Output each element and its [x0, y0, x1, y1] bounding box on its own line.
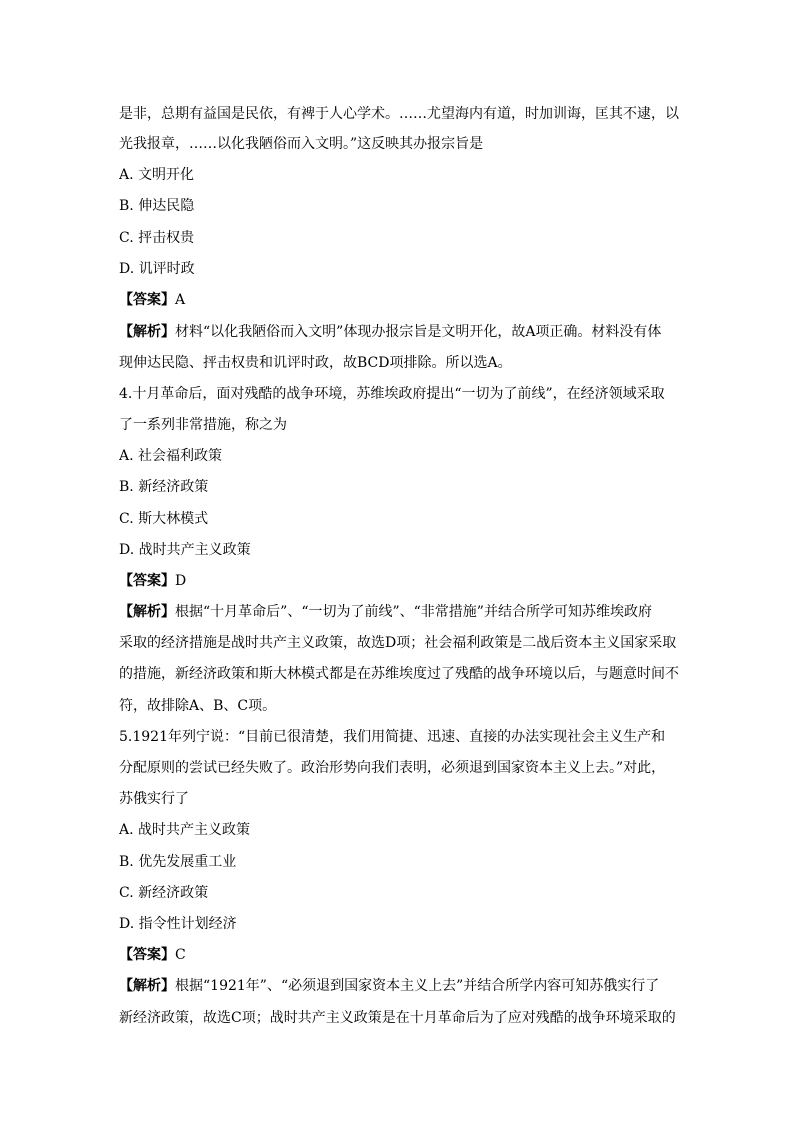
q3-option-c: C. 抨击权贵	[119, 230, 195, 246]
answer-tag: 【答案】	[119, 573, 175, 589]
analysis-tag: 【解析】	[119, 978, 175, 994]
analysis-tag: 【解析】	[119, 324, 175, 340]
q4-answer	[119, 571, 679, 591]
q4-analysis-line-2: 采取的经济措施是战时共产主义政策，故选D项；社会福利政策是二战后资本主义国家采取	[119, 635, 677, 651]
q5-analysis-line-1	[119, 976, 679, 996]
q5-option-d: D. 指令性计划经济	[119, 916, 237, 932]
q5-answer	[119, 945, 679, 965]
answer-tag: 【答案】	[119, 292, 175, 308]
q4-option-d: D. 战时共产主义政策	[119, 542, 251, 558]
q5-option-a: A. 战时共产主义政策	[119, 822, 251, 838]
q5-analysis-line-2: 新经济政策，故选C项；战时共产主义政策是在十月革命后为了应对残酷的战争环境采取的	[119, 1010, 676, 1026]
q3-option-b: B. 伸达民隐	[119, 198, 195, 214]
analysis-text: 根据“十月革命后”、“一切为了前线”、“非常措施”并结合所学可知苏维埃政府	[175, 604, 652, 620]
q3-analysis-line-1	[119, 322, 679, 342]
q3-analysis-line-2: 现伸达民隐、抨击权贵和讥评时政，故BCD项排除。所以选A。	[119, 355, 512, 371]
q5-option-c: C. 新经济政策	[119, 885, 209, 901]
q3-answer	[119, 290, 679, 310]
q4-stem-line-1: 4.十月革命后，面对残酷的战争环境，苏维埃政府提出“一切为了前线”，在经济领域采取	[119, 386, 665, 402]
answer-value: A	[175, 292, 186, 308]
q4-option-a: A. 社会福利政策	[119, 448, 223, 464]
analysis-text: 材料“以化我陋俗而入文明”体现办报宗旨是文明开化，故A项正确。材料没有体	[175, 324, 662, 340]
analysis-tag: 【解析】	[119, 604, 175, 620]
answer-value: D	[175, 573, 187, 589]
q4-option-c: C. 斯大林模式	[119, 511, 209, 527]
answer-tag: 【答案】	[119, 947, 175, 963]
q3-stem-line-1: 是非，总期有益国是民依，有裨于人心学术。……尤望海内有道，时加训诲，匡其不逮，以	[119, 106, 679, 122]
analysis-text: 根据“1921年”、“必须退到国家资本主义上去”并结合所学内容可知苏俄实行了	[175, 978, 660, 994]
q4-option-b: B. 新经济政策	[119, 479, 209, 495]
q5-stem-line-1: 5.1921年列宁说：“目前已很清楚，我们用简捷、迅速、直接的办法实现社会主义生产和	[119, 729, 666, 745]
q5-option-b: B. 优先发展重工业	[119, 854, 237, 870]
answer-value: C	[175, 947, 186, 963]
q5-stem-line-3: 苏俄实行了	[119, 791, 189, 807]
q3-option-d: D. 讥评时政	[119, 261, 195, 277]
q3-option-a: A. 文明开化	[119, 167, 195, 183]
q4-analysis-line-3: 的措施，新经济政策和斯大林模式都是在苏维埃度过了残酷的战争环境以后，与题意时间不	[119, 666, 679, 682]
q4-stem-line-2: 了一系列非常措施，称之为	[119, 417, 287, 433]
q3-stem-line-2: 光我报章，……以化我陋俗而入文明。”这反映其办报宗旨是	[119, 136, 484, 152]
q5-stem-line-2: 分配原则的尝试已经失败了。政治形势向我们表明，必须退到国家资本主义上去。”对此，	[119, 760, 666, 776]
q4-analysis-line-4: 符，故排除A、B、C项。	[119, 698, 277, 714]
q4-analysis-line-1	[119, 602, 679, 622]
